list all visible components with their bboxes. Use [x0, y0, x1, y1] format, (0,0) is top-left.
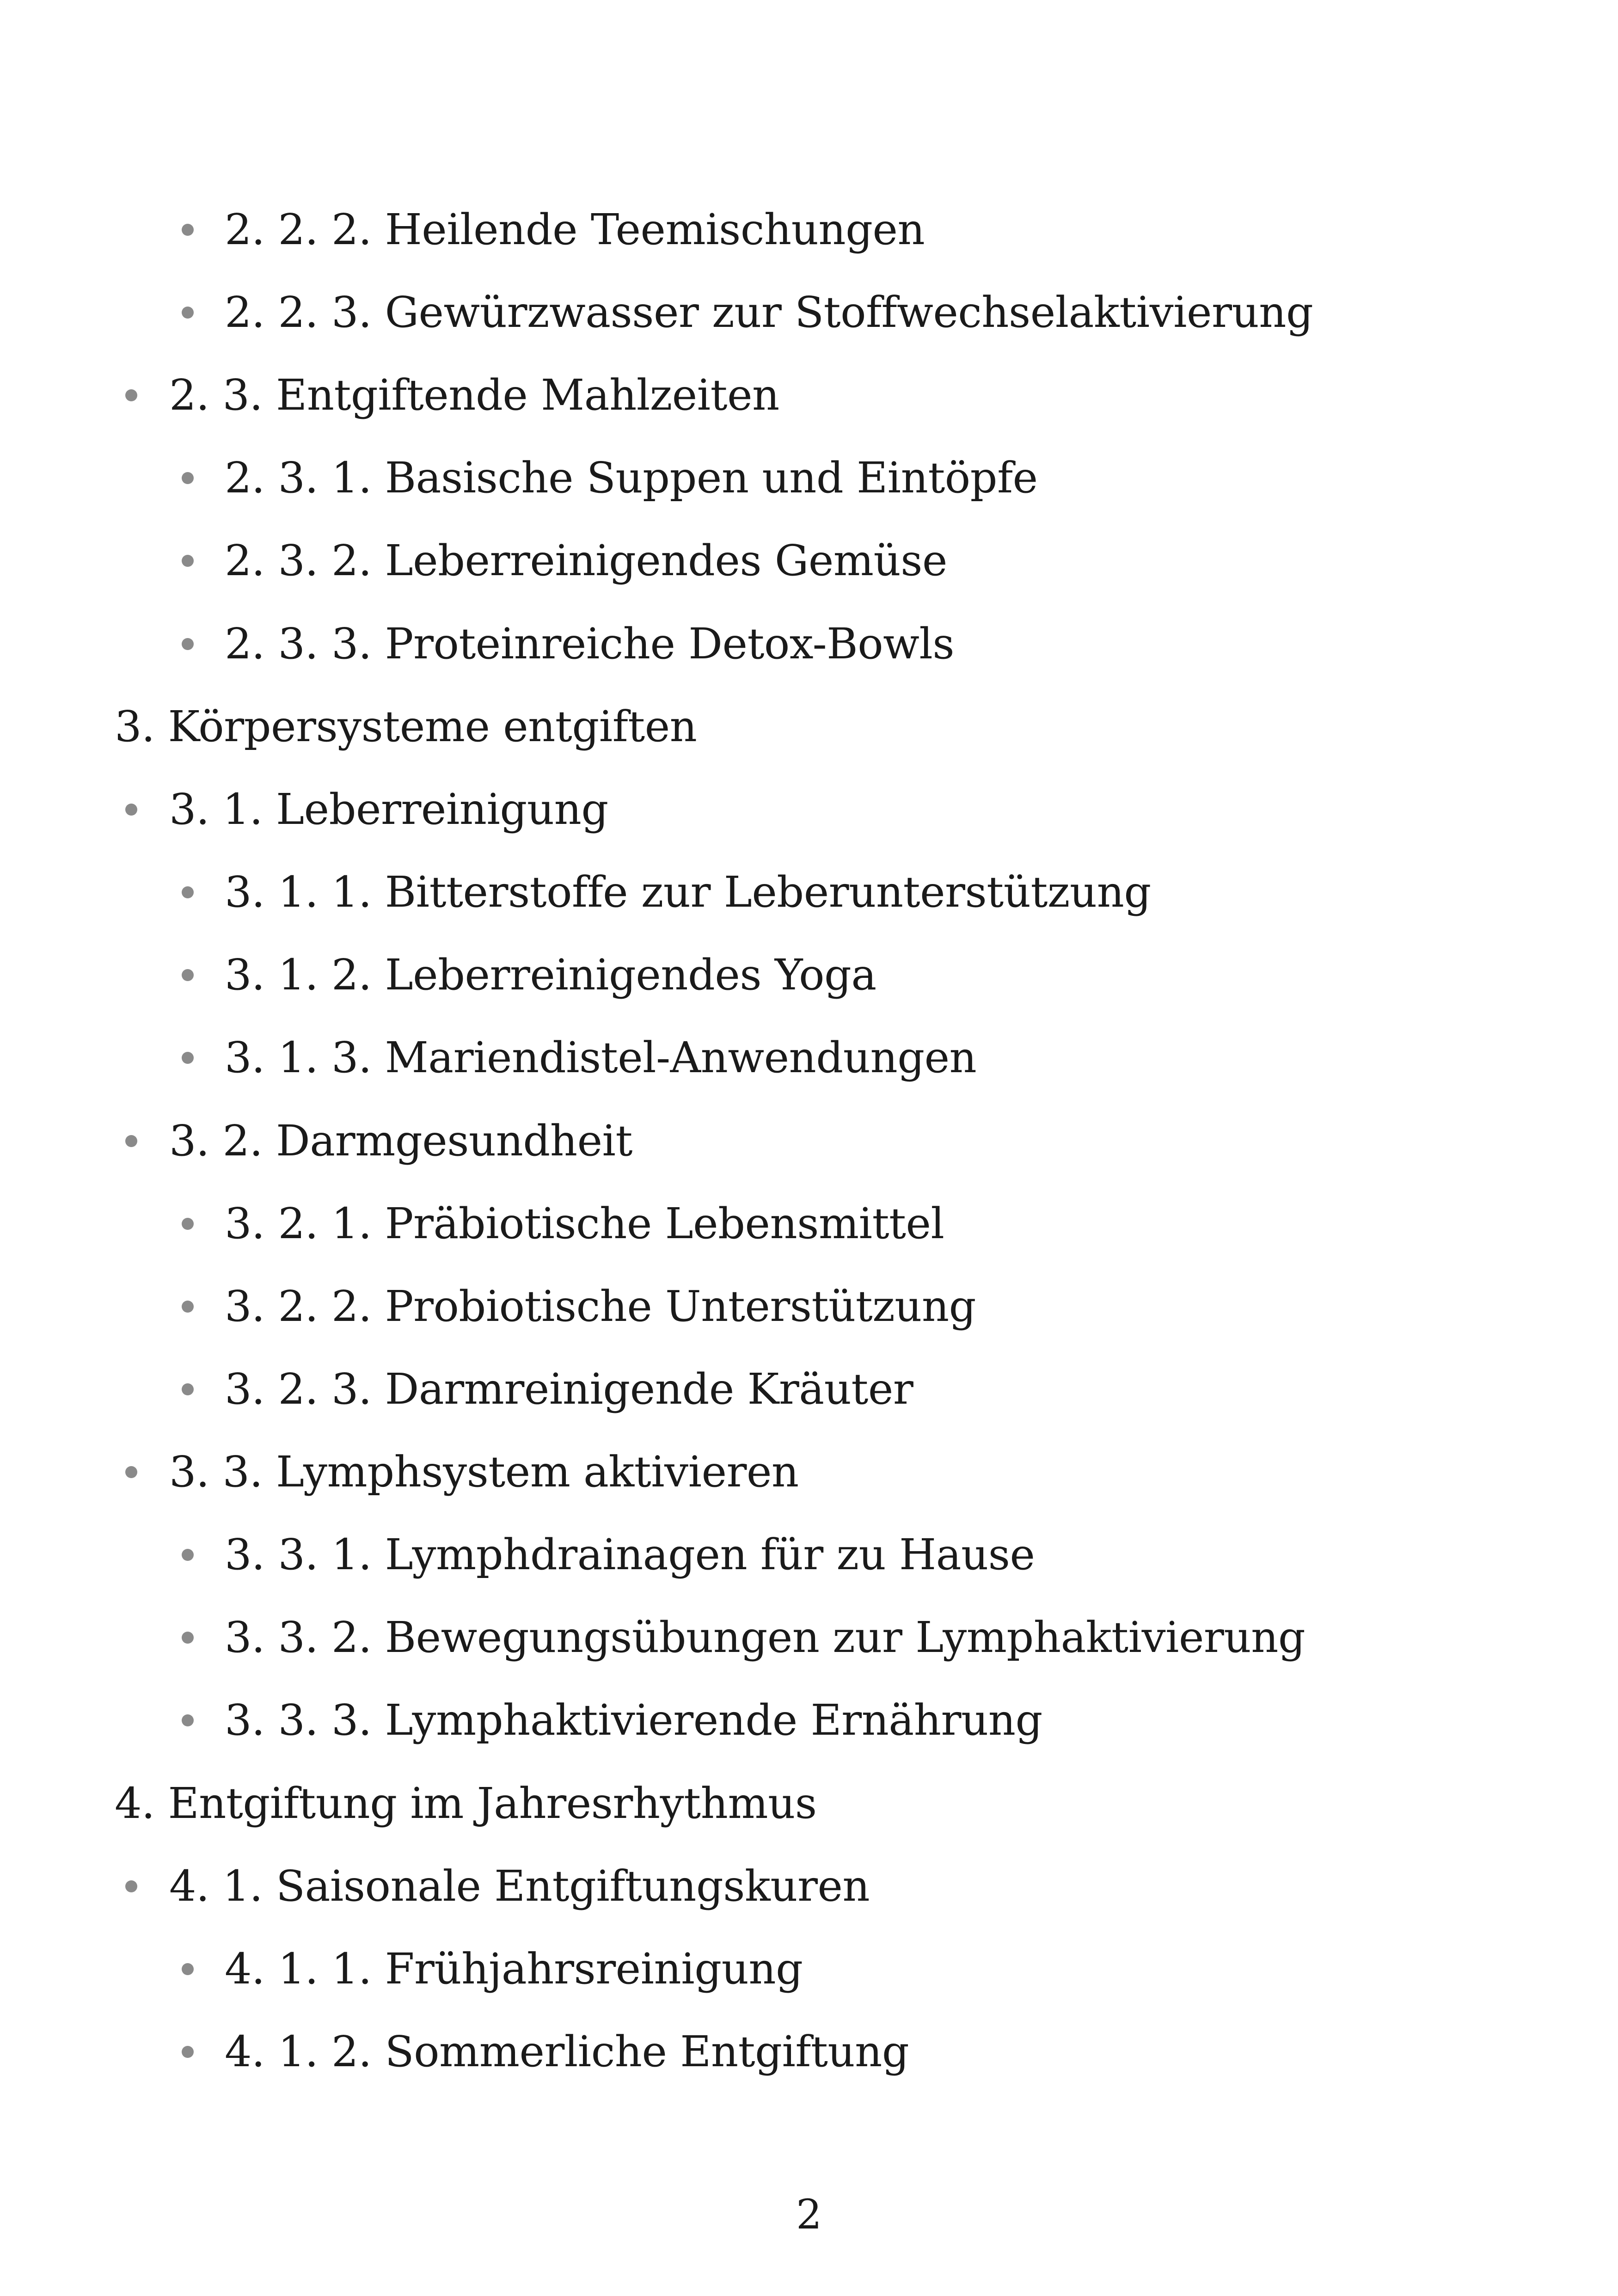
toc-entry-label: 3. 2. 2. Probiotische Unterstützung [225, 1282, 976, 1331]
bullet-icon [182, 1218, 194, 1230]
toc-entry-label: 4. 1. 2. Sommerliche Entgiftung [225, 2027, 909, 2076]
toc-entry-label: 3. 3. 2. Bewegungsübungen zur Lymphaktivierung [225, 1613, 1305, 1662]
toc-entry-label: 2. 2. 3. Gewürzwasser zur Stoffwechselaktivierung [225, 288, 1313, 337]
page-number: 2 [796, 2191, 822, 2238]
bullet-icon [182, 1963, 194, 1975]
toc-entry-label: 2. 3. Entgiftende Mahlzeiten [169, 370, 779, 420]
toc-entry-label: 3. 2. 3. Darmreinigende Kräuter [225, 1364, 913, 1414]
toc-entry-label: 2. 2. 2. Heilende Teemischungen [225, 205, 925, 254]
bullet-icon [182, 1052, 194, 1064]
toc-entry-label: 3. 3. 3. Lymphaktivierende Ernährung [225, 1695, 1042, 1745]
toc-entry-label: 3. 3. 1. Lymphdrainagen für zu Hause [225, 1530, 1035, 1579]
toc-entry-label: 3. 2. 1. Präbiotische Lebensmittel [225, 1199, 944, 1248]
toc-entry-label: 4. Entgiftung im Jahresrhythmus [115, 1779, 817, 1828]
bullet-icon [182, 1301, 194, 1313]
toc-entry-label: 2. 3. 2. Leberreinigendes Gemüse [225, 536, 947, 585]
bullet-icon [125, 1466, 137, 1478]
bullet-icon [125, 1135, 137, 1147]
bullet-icon [182, 2046, 194, 2058]
toc-entry-label: 2. 3. 3. Proteinreiche Detox-Bowls [225, 619, 955, 669]
toc-entry-label: 3. 1. Leberreinigung [169, 785, 608, 834]
bullet-icon [182, 886, 194, 898]
bullet-icon [182, 1549, 194, 1561]
toc-entry-label: 4. 1. Saisonale Entgiftungskuren [169, 1861, 870, 1911]
bullet-icon [182, 1714, 194, 1726]
bullet-icon [182, 555, 194, 567]
bullet-icon [125, 804, 137, 816]
bullet-icon [182, 638, 194, 650]
toc-entry-label: 4. 1. 1. Frühjahrsreinigung [225, 1944, 803, 1994]
toc-entry-label: 3. 1. 1. Bitterstoffe zur Leberunterstützung [225, 867, 1151, 917]
bullet-icon [125, 1880, 137, 1892]
toc-entry-label: 3. Körpersysteme entgiften [115, 702, 697, 751]
bullet-icon [182, 307, 194, 319]
toc-entry-label: 3. 3. Lymphsystem aktivieren [169, 1447, 799, 1497]
bullet-icon [182, 224, 194, 236]
toc-entry-label: 3. 1. 3. Mariendistel-Anwendungen [225, 1033, 977, 1082]
toc-entry-label: 3. 2. Darmgesundheit [169, 1116, 632, 1166]
bullet-icon [182, 1632, 194, 1644]
bullet-icon [125, 389, 137, 401]
toc-entry-label: 3. 1. 2. Leberreinigendes Yoga [225, 950, 876, 1000]
bullet-icon [182, 969, 194, 981]
bullet-icon [182, 472, 194, 484]
toc-entry-label: 2. 3. 1. Basische Suppen und Eintöpfe [225, 453, 1038, 503]
bullet-icon [182, 1383, 194, 1395]
